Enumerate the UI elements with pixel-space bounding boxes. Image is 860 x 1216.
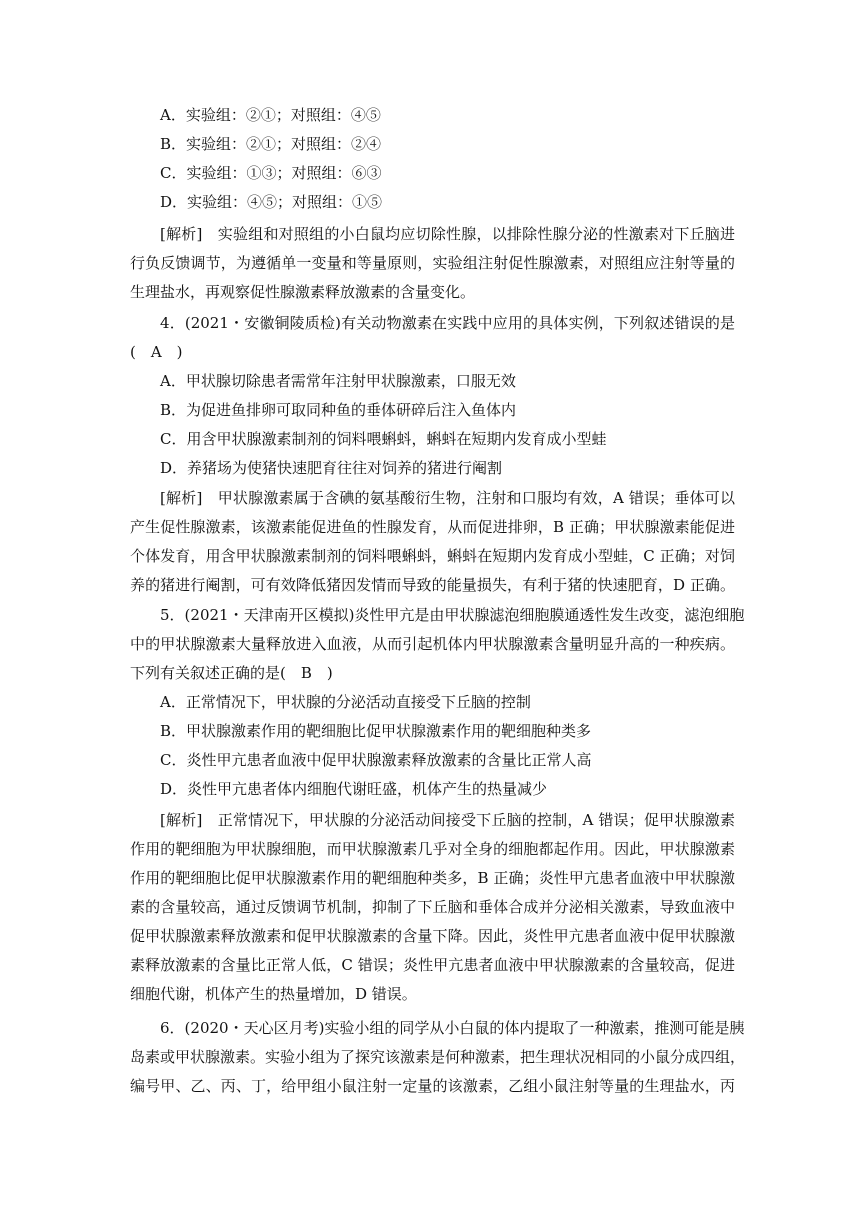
q3-option-b: B．实验组：②①；对照组：②④ (160, 135, 382, 153)
q5-analysis-line-7: 细胞代谢，机体产生的热量增加，D 错误。 (130, 985, 417, 1003)
q5-option-b: B．甲状腺激素作用的靶细胞比促甲状腺激素作用的靶细胞种类多 (160, 722, 592, 740)
analysis-text: 正常情况下，甲状腺的分泌活动间接受下丘脑的控制，A 错误；促甲状腺激素 (217, 811, 735, 829)
q3-analysis-line-2: 行负反馈调节，为遵循单一变量和等量原则，实验组注射促性腺激素，对照组应注射等量的 (130, 254, 735, 272)
q3-option-c: C．实验组：①③；对照组：⑥③ (160, 164, 382, 182)
q5-analysis-line-4: 素的含量较高，通过反馈调节机制，抑制了下丘脑和垂体合成并分泌相关激素，导致血液中 (130, 898, 735, 916)
q3-analysis-line-1 (160, 219, 735, 249)
q5-option-d: D．炎性甲亢患者体内细胞代谢旺盛，机体产生的热量减少 (160, 780, 548, 798)
analysis-text: 实验组和对照组的小白鼠均应切除性腺，以排除性腺分泌的性激素对下丘脑进 (217, 225, 735, 243)
q5-analysis-line-6: 素释放激素的含量比正常人低，C 错误；炎性甲亢患者血液中甲状腺激素的含量较高，促进 (130, 956, 735, 974)
q5-analysis-line-5: 促甲状腺激素释放激素和促甲状腺激素的含量下降。因此，炎性甲亢患者血液中促甲状腺激 (130, 927, 735, 945)
q6-stem-line-1: 6．(2020・天心区月考)实验小组的同学从小白鼠的体内提取了一种激素，推测可能是胰 (160, 1019, 745, 1037)
analysis-text: 甲状腺激素属于含碘的氨基酸衍生物，注射和口服均有效，A 错误；垂体可以 (217, 489, 735, 507)
q4-analysis-line-2: 产生促性腺激素，该激素能促进鱼的性腺发育，从而促进排卵，B 正确；甲状腺激素能促进 (130, 518, 735, 536)
q5-stem-line-2: 中的甲状腺激素大量释放进入血液，从而引起机体内甲状腺激素含量明显升高的一种疾病。 (130, 635, 735, 653)
q5-stem-line-3: 下列有关叙述正确的是( B ) (130, 664, 333, 682)
q4-stem-line-2: ( A ) (130, 343, 183, 361)
q4-stem-line-1: 4．(2021・安徽铜陵质检)有关动物激素在实践中应用的具体实例，下列叙述错误的是 (160, 314, 735, 332)
q4-option-b: B．为促进鱼排卵可取同种鱼的垂体研碎后注入鱼体内 (160, 401, 517, 419)
q5-analysis-line-1 (160, 805, 735, 835)
q5-analysis-line-2: 作用的靶细胞为甲状腺细胞，而甲状腺激素几乎对全身的细胞都起作用。因此，甲状腺激素 (130, 840, 735, 858)
q6-stem-line-3: 编号甲、乙、丙、丁，给甲组小鼠注射一定量的该激素，乙组小鼠注射等量的生理盐水，丙 (130, 1077, 735, 1095)
q5-stem-line-1: 5．(2021・天津南开区模拟)炎性甲亢是由甲状腺滤泡细胞膜通透性发生改变，滤泡细胞 (160, 606, 745, 624)
analysis-tag: [解析] (160, 489, 203, 507)
q6-stem-line-2: 岛素或甲状腺激素。实验小组为了探究该激素是何种激素，把生理状况相同的小鼠分成四组， (130, 1048, 746, 1066)
q5-analysis-line-3: 作用的靶细胞比促甲状腺激素作用的靶细胞种类多，B 正确；炎性甲亢患者血液中甲状腺激 (130, 869, 735, 887)
analysis-tag: [解析] (160, 225, 203, 243)
q4-analysis-line-3: 个体发育，用含甲状腺激素制剂的饲料喂蝌蚪，蝌蚪在短期内发育成小型蛙，C 正确；对饲 (130, 547, 735, 565)
q4-option-c: C．用含甲状腺激素制剂的饲料喂蝌蚪，蝌蚪在短期内发育成小型蛙 (160, 430, 607, 448)
q3-option-d: D．实验组：④⑤；对照组：①⑤ (160, 193, 383, 211)
q4-option-d: D．养猪场为使猪快速肥育往往对饲养的猪进行阉割 (160, 459, 503, 477)
q4-option-a: A．甲状腺切除患者需常年注射甲状腺激素，口服无效 (160, 372, 516, 390)
q5-option-a: A．正常情况下，甲状腺的分泌活动直接受下丘脑的控制 (160, 693, 531, 711)
analysis-tag: [解析] (160, 811, 203, 829)
q3-option-a: A．实验组：②①；对照组：④⑤ (160, 106, 381, 124)
q5-option-c: C．炎性甲亢患者血液中促甲状腺激素释放激素的含量比正常人高 (160, 751, 592, 769)
q4-analysis-line-1 (160, 483, 735, 513)
q3-analysis-line-3: 生理盐水，再观察促性腺激素释放激素的含量变化。 (130, 283, 476, 301)
q4-analysis-line-4: 养的猪进行阉割，可有效降低猪因发情而导致的能量损失，有利于猪的快速肥育，D 正确。 (130, 576, 735, 594)
